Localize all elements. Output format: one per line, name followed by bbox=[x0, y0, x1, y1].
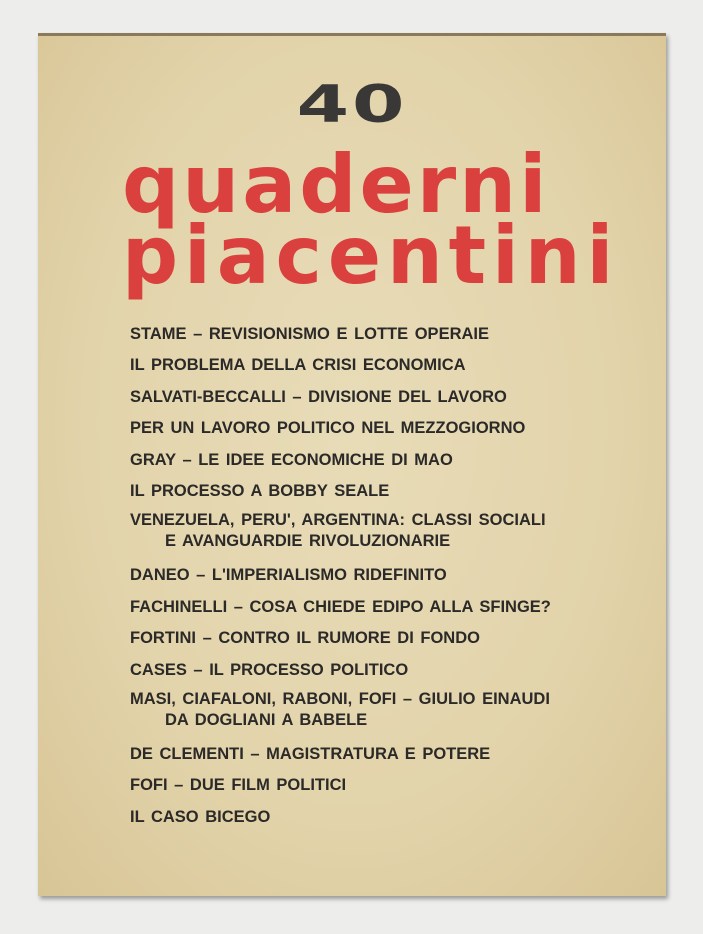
magazine-cover bbox=[38, 33, 666, 896]
contents-item-line-2: E AVANGUARDIE RIVOLUZIONARIE bbox=[165, 532, 451, 551]
contents-item-line: IL CASO BICEGO bbox=[130, 807, 271, 826]
contents-item bbox=[130, 448, 650, 479]
contents-item bbox=[130, 353, 650, 384]
contents-item-line: FORTINI – CONTRO IL RUMORE DI FONDO bbox=[130, 629, 480, 648]
contents-item-line: SALVATI-BECCALLI – DIVISIONE DEL LAVORO bbox=[130, 387, 507, 406]
contents-item bbox=[130, 805, 650, 836]
contents-item-line: FOFI – DUE FILM POLITICI bbox=[130, 776, 347, 795]
contents-item bbox=[130, 773, 650, 804]
contents-list bbox=[130, 322, 650, 836]
contents-item bbox=[130, 689, 650, 742]
contents-item-line: GRAY – LE IDEE ECONOMICHE DI MAO bbox=[130, 450, 453, 469]
contents-item-line-2: DA DOGLIANI A BABELE bbox=[165, 710, 368, 729]
contents-item-line: IL PROBLEMA DELLA CRISI ECONOMICA bbox=[130, 356, 466, 375]
contents-item bbox=[130, 626, 650, 657]
title-line-2: piacentini bbox=[122, 209, 620, 302]
contents-item-line: STAME – REVISIONISMO E LOTTE OPERAIE bbox=[130, 325, 489, 343]
contents-item bbox=[130, 658, 650, 689]
contents-item bbox=[130, 385, 650, 416]
title-line-1: quaderni bbox=[122, 138, 550, 231]
contents-item bbox=[130, 595, 650, 626]
contents-item bbox=[130, 479, 650, 510]
contents-item bbox=[130, 510, 650, 563]
contents-item-line: DANEO – L'IMPERIALISMO RIDEFINITO bbox=[130, 566, 447, 585]
contents-item bbox=[130, 563, 650, 594]
contents-item-line: CASES – IL PROCESSO POLITICO bbox=[130, 660, 409, 679]
contents-item-line: VENEZUELA, PERU', ARGENTINA: CLASSI SOCIALI bbox=[130, 511, 546, 530]
contents-item bbox=[130, 742, 650, 773]
contents-item-line: DE CLEMENTI – MAGISTRATURA E POTERE bbox=[130, 744, 491, 763]
contents-item-line: IL PROCESSO A BOBBY SEALE bbox=[130, 481, 390, 500]
contents-item-line: FACHINELLI – COSA CHIEDE EDIPO ALLA SFINGE? bbox=[130, 597, 551, 616]
contents-item-line: MASI, CIAFALONI, RABONI, FOFI – GIULIO EINAUDI bbox=[130, 689, 550, 708]
issue-number: 40 bbox=[296, 75, 408, 135]
contents-item bbox=[130, 416, 650, 447]
contents-item bbox=[130, 322, 650, 353]
contents-item-line: PER UN LAVORO POLITICO NEL MEZZOGIORNO bbox=[130, 419, 526, 438]
